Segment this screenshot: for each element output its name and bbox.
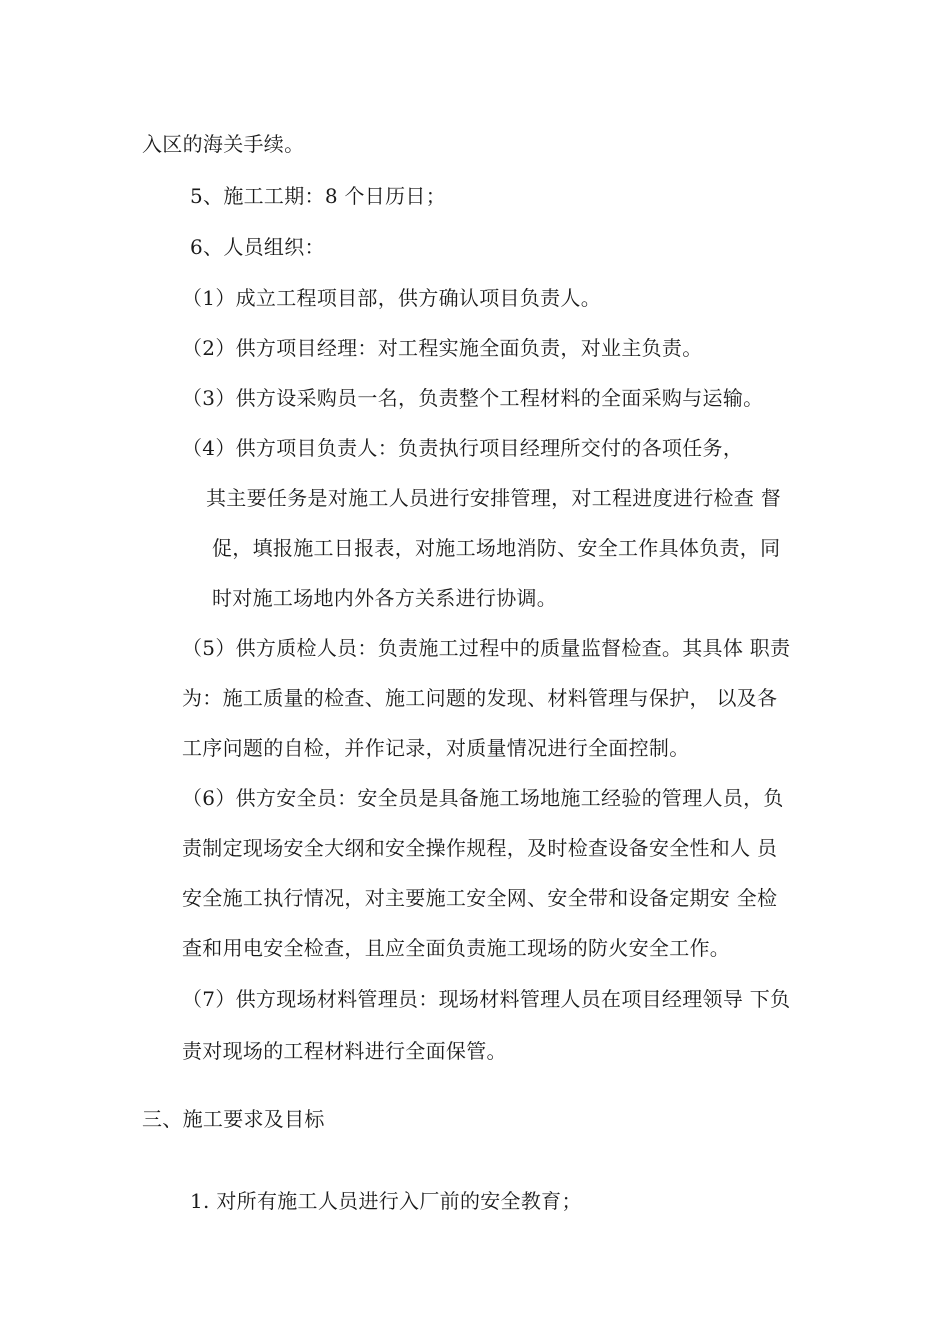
list-item-4-continuation-2: 促，填报施工日报表，对施工场地消防、安全工作具体负责，同 xyxy=(212,536,781,560)
list-item-1: （1）成立工程项目部，供方确认项目负责人。 xyxy=(182,286,602,310)
paragraph-line-construction-period: 5、施工工期：8 个日历日； xyxy=(190,184,447,208)
list-item-4-continuation-3: 时对施工场地内外各方关系进行协调。 xyxy=(212,586,558,610)
list-item-5-continuation-2: 工序问题的自检，并作记录，对质量情况进行全面控制。 xyxy=(182,736,690,760)
section-heading: 三、施工要求及目标 xyxy=(142,1107,325,1131)
list-item-7: （7）供方现场材料管理员：现场材料管理人员在项目经理领导 下负 xyxy=(182,987,791,1011)
list-item-4: （4）供方项目负责人：负责执行项目经理所交付的各项任务， xyxy=(182,436,744,460)
list-item-6: （6）供方安全员：安全员是具备施工场地施工经验的管理人员，负 xyxy=(182,786,784,810)
list-item-5-continuation-1: 为：施工质量的检查、施工问题的发现、材料管理与保护， 以及各 xyxy=(182,686,778,710)
list-item-6-continuation-3: 查和用电安全检查，且应全面负责施工现场的防火安全工作。 xyxy=(182,936,731,960)
list-item-4-continuation-1: 其主要任务是对施工人员进行安排管理，对工程进度进行检查 督 xyxy=(206,486,782,510)
numbered-item-1: 1. 对所有施工人员进行入厂前的安全教育； xyxy=(190,1189,582,1213)
list-item-2: （2）供方项目经理：对工程实施全面负责，对业主负责。 xyxy=(182,336,703,360)
list-item-6-continuation-2: 安全施工执行情况，对主要施工安全网、安全带和设备定期安 全检 xyxy=(182,886,778,910)
list-item-5: （5）供方质检人员：负责施工过程中的质量监督检查。其具体 职责 xyxy=(182,636,791,660)
paragraph-line-staffing-heading: 6、人员组织： xyxy=(190,235,325,259)
list-item-6-continuation-1: 责制定现场安全大纲和安全操作规程，及时检查设备安全性和人 员 xyxy=(182,836,778,860)
list-item-3: （3）供方设采购员一名，负责整个工程材料的全面采购与运输。 xyxy=(182,386,764,410)
paragraph-line-customs: 入区的海关手续。 xyxy=(142,132,305,156)
list-item-7-continuation-1: 责对现场的工程材料进行全面保管。 xyxy=(182,1039,507,1063)
